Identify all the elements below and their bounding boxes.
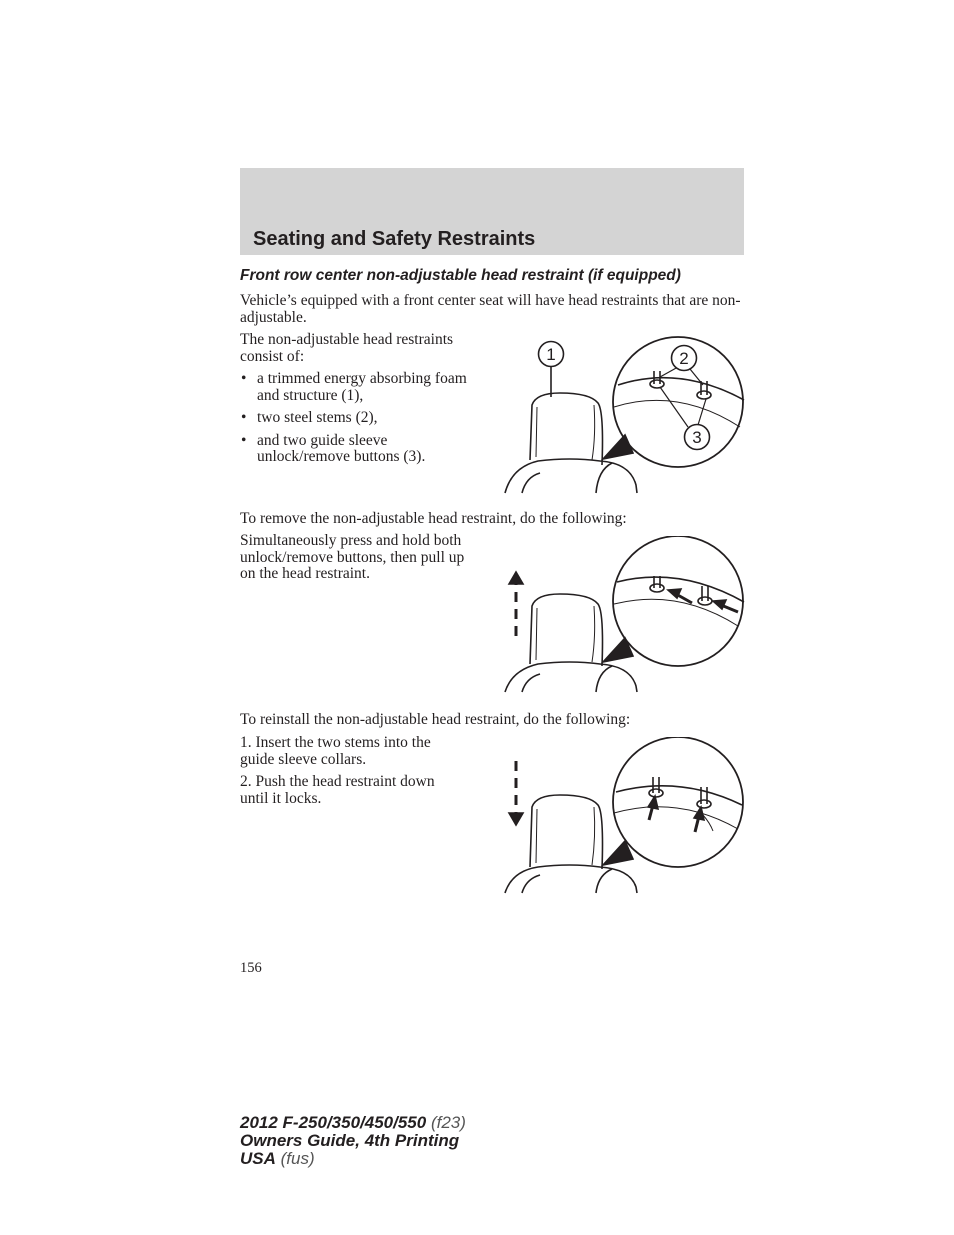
reinstall-step-2-line-2: until it locks. <box>240 789 322 807</box>
footer-model: 2012 F-250/350/450/550 <box>240 1113 427 1132</box>
head-restraint-reinstall-illustration <box>500 737 750 897</box>
document-footer <box>240 1114 466 1168</box>
head-restraint-removal-illustration <box>500 536 750 696</box>
subsection-title: Front row center non-adjustable head restraint (if equipped) <box>240 267 681 284</box>
consist-line-1: The non-adjustable head restraints <box>240 331 454 348</box>
list-item-line-2: unlock/remove buttons (3). <box>257 448 426 465</box>
remove-intro: To remove the non-adjustable head restraint, do the following: <box>240 510 627 527</box>
list-item <box>240 410 467 427</box>
page-number: 156 <box>240 960 262 976</box>
intro-paragraph: Vehicle’s equipped with a front center seat will have head restraints that are non-adjustable. <box>240 292 741 326</box>
list-item <box>240 433 467 466</box>
section-header-band <box>240 168 744 255</box>
remove-step <box>240 533 464 583</box>
section-header-title: Seating and Safety Restraints <box>253 228 536 250</box>
reinstall-step-2-line-1: 2. Push the head restraint down <box>240 773 435 790</box>
component-list <box>240 371 467 472</box>
list-item-line-2: and structure (1), <box>257 386 364 404</box>
footer-line-3 <box>240 1150 466 1168</box>
consist-paragraph <box>240 332 453 365</box>
footer-line-2: Owners Guide, 4th Printing <box>240 1131 460 1150</box>
footer-market-code: (fus) <box>275 1149 315 1168</box>
remove-step-line-2: unlock/remove buttons, then pull up <box>240 548 465 566</box>
reinstall-step-2 <box>240 774 435 807</box>
consist-line-2: consist of: <box>240 347 305 365</box>
list-item <box>240 371 467 404</box>
remove-step-line-3: on the head restraint. <box>240 565 370 582</box>
footer-market: USA <box>240 1149 276 1168</box>
reinstall-intro: To reinstall the non-adjustable head restraint, do the following: <box>240 711 631 728</box>
remove-step-line-1: Simultaneously press and hold both <box>240 532 462 549</box>
head-restraint-components-illustration <box>500 335 750 495</box>
bullet-marker: • <box>241 370 247 387</box>
reinstall-step-1-line-2: guide sleeve collars. <box>240 750 367 768</box>
footer-line-1 <box>240 1114 466 1132</box>
list-item-line-1: a trimmed energy absorbing foam <box>257 370 467 387</box>
bullet-marker: • <box>241 431 247 449</box>
callout-1-label: 1 <box>546 345 556 364</box>
callout-2-label: 2 <box>679 349 689 368</box>
reinstall-step-1 <box>240 735 431 768</box>
callout-3-label: 3 <box>692 428 702 447</box>
list-item-line-1: and two guide sleeve <box>257 431 388 449</box>
reinstall-step-1-line-1: 1. Insert the two stems into the <box>240 734 431 751</box>
list-item-line-1: two steel stems (2), <box>257 409 378 426</box>
bullet-marker: • <box>241 409 247 426</box>
footer-model-code: (f23) <box>426 1113 466 1132</box>
